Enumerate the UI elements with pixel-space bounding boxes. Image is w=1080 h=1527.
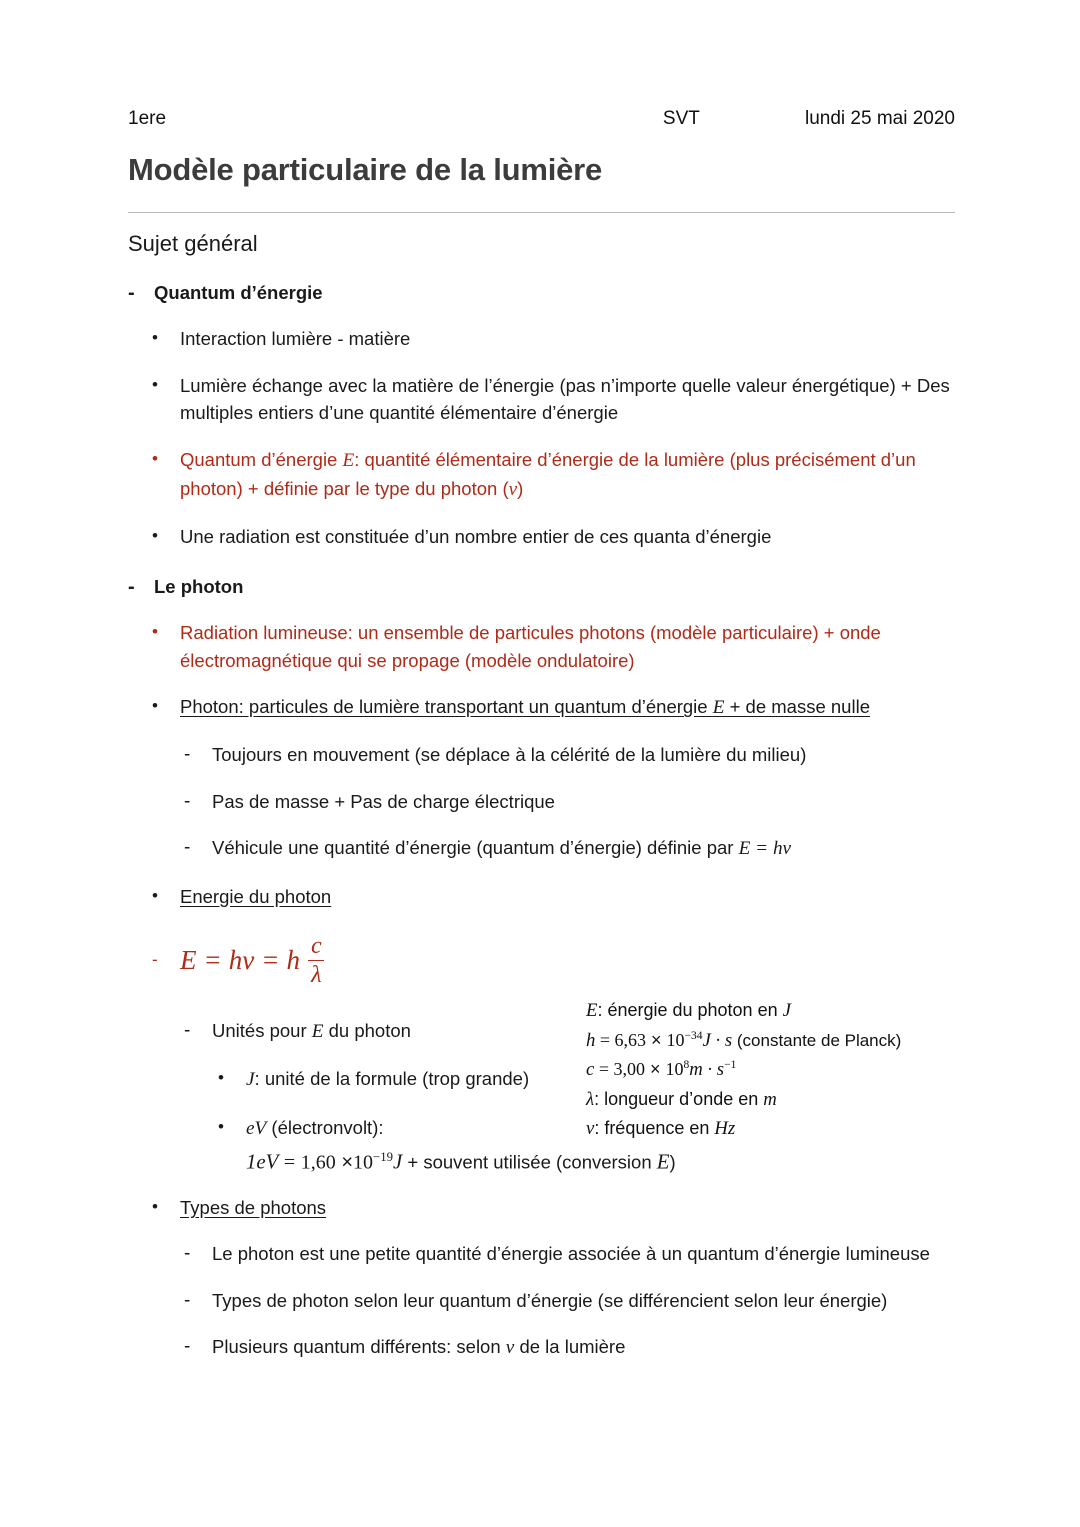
math-symbol-E: E bbox=[342, 449, 355, 471]
legend-c-unit: m · s bbox=[689, 1059, 725, 1081]
legend-h-unit: J · s bbox=[702, 1029, 733, 1051]
list-item-text: Toujours en mouvement (se déplace à la célérité de la lumière du milieu) bbox=[212, 744, 807, 766]
list-item-text: Une radiation est constituée d’un nombre entier de ces quanta d’énergie bbox=[180, 526, 772, 548]
legend-h-value: 6,63 bbox=[614, 1029, 647, 1050]
definition-text-cont: + de masse nulle bbox=[724, 695, 870, 717]
bullet-dot-icon: • bbox=[218, 1068, 224, 1088]
document-date: lundi 25 mai 2020 bbox=[804, 108, 955, 129]
list-item-definition bbox=[152, 693, 955, 722]
bullet-dot-icon: • bbox=[152, 374, 158, 394]
formula-equals: = bbox=[203, 944, 222, 975]
list-item-text: Interaction lumière - matière bbox=[180, 328, 411, 350]
math-symbol-lambda: λ bbox=[586, 1088, 595, 1110]
legend-c-value: 3,00 bbox=[613, 1059, 645, 1080]
conversion-base: 10 bbox=[353, 1151, 373, 1174]
legend-h-times-icon: × bbox=[646, 1029, 667, 1050]
list-item bbox=[184, 1240, 955, 1267]
topic-heading: Quantum d’énergie bbox=[154, 282, 323, 303]
list-item-text: Types de photon selon leur quantum d’énergie (se différencient selon leur énergie) bbox=[212, 1289, 888, 1311]
list-item bbox=[184, 834, 955, 863]
document-meta-row bbox=[128, 108, 955, 130]
math-unit-m: m bbox=[763, 1088, 777, 1110]
list-item bbox=[152, 372, 955, 427]
document-page bbox=[128, 0, 955, 1363]
display-formula-energy bbox=[152, 924, 955, 998]
math-symbol-eV: eV bbox=[246, 1117, 267, 1139]
legend-h-note: (constante de Planck) bbox=[732, 1030, 902, 1050]
legend-row-c bbox=[586, 1055, 1006, 1085]
list-item-highlight bbox=[152, 446, 955, 505]
dash-marker-icon: - bbox=[128, 575, 135, 598]
list-item bbox=[184, 741, 955, 768]
header-divider bbox=[128, 212, 955, 213]
math-symbol-nu: ν bbox=[505, 1337, 515, 1359]
list-item-text: Le photon est une petite quantité d’énergie associée à un quantum d’énergie lumineuse bbox=[212, 1243, 930, 1265]
conversion-value: 1,60 bbox=[300, 1151, 336, 1174]
unit-ev-text: (électronvolt): bbox=[266, 1116, 384, 1138]
dash-marker-icon: - bbox=[184, 837, 191, 859]
inline-formula-E-equals-hv: E = hv bbox=[738, 838, 792, 860]
dash-marker-icon: - bbox=[184, 790, 191, 812]
bullet-dot-icon: • bbox=[152, 328, 158, 348]
legend-row-E bbox=[586, 996, 1006, 1026]
math-symbol-h: h bbox=[586, 1029, 596, 1051]
fraction-numerator: c bbox=[310, 932, 322, 959]
legend-row-nu bbox=[586, 1114, 1006, 1144]
list-item-text-cont: de la lumière bbox=[514, 1336, 626, 1358]
units-heading-text-cont: du photon bbox=[323, 1019, 411, 1041]
legend-c-base: 10 bbox=[665, 1059, 684, 1080]
conversion-times-icon: × bbox=[341, 1151, 353, 1174]
bullet-dot-icon: • bbox=[152, 526, 158, 546]
list-item-text-cont: : quantité élémentaire d’énergie de la lumière (plus précisément d’un photon) + définie par le type du photon ( bbox=[180, 448, 916, 499]
bullet-dot-icon: • bbox=[152, 695, 158, 715]
math-symbol-E: E bbox=[586, 1000, 598, 1021]
list-item-text: Pas de masse + Pas de charge électrique bbox=[212, 790, 555, 812]
dash-marker-icon: - bbox=[184, 1243, 191, 1265]
subsection-heading: Types de photons bbox=[180, 1196, 327, 1218]
list-item bbox=[152, 523, 955, 550]
legend-lambda-text: : longueur d’onde en bbox=[594, 1088, 764, 1109]
definition-text: Photon: particules de lumière transportant un quantum d’énergie bbox=[180, 695, 713, 717]
math-symbol-J: J bbox=[246, 1069, 255, 1091]
formula-lhs: E bbox=[180, 944, 197, 975]
list-item-types-de-photons bbox=[152, 1194, 955, 1221]
formula-equals-2: = bbox=[261, 944, 280, 975]
subsection-heading: Energie du photon bbox=[180, 885, 332, 907]
unit-joule-text: : unité de la formule (trop grande) bbox=[254, 1068, 530, 1090]
legend-c-exponent: 8 bbox=[683, 1059, 690, 1072]
conversion-equals: = bbox=[283, 1151, 296, 1174]
formula-term-h: h bbox=[286, 944, 300, 975]
legend-h-equals: = bbox=[595, 1029, 615, 1050]
page-title: Modèle particulaire de la lumière bbox=[128, 152, 603, 187]
list-item-text: Véhicule une quantité d’énergie (quantum d’énergie) définie par bbox=[212, 837, 739, 859]
conversion-unit: J bbox=[393, 1150, 403, 1174]
math-symbol-nu: ν bbox=[586, 1118, 595, 1140]
topic-le-photon bbox=[128, 573, 955, 600]
legend-h-base: 10 bbox=[666, 1029, 685, 1050]
dash-marker-icon: - bbox=[184, 1336, 191, 1358]
list-item bbox=[184, 1333, 955, 1362]
topic-heading: Le photon bbox=[154, 575, 244, 597]
list-item-text-end: ) bbox=[517, 477, 524, 499]
formula-legend bbox=[586, 996, 1006, 1144]
dash-marker-icon: - bbox=[184, 744, 191, 766]
math-unit-Hz: Hz bbox=[714, 1118, 736, 1140]
legend-row-lambda bbox=[586, 1085, 1006, 1115]
conversion-lhs: 1eV bbox=[246, 1150, 279, 1174]
math-symbol-c: c bbox=[586, 1059, 595, 1081]
list-item-energie-du-photon bbox=[152, 883, 955, 910]
legend-c-unit-exponent: −1 bbox=[724, 1059, 737, 1072]
list-item-text: Lumière échange avec la matière de l’énergie (pas n’importe quelle valeur énergétique) + Des multiples entiers d’une quantité élémentaire d’énergie bbox=[180, 374, 950, 424]
list-item bbox=[184, 1287, 955, 1314]
dash-marker-icon: - bbox=[184, 1289, 191, 1311]
list-item-highlight bbox=[152, 619, 955, 674]
math-symbol-E: E bbox=[311, 1020, 324, 1042]
formula-term-h-nu: hν bbox=[228, 944, 255, 975]
conversion-note-end: ) bbox=[669, 1151, 676, 1173]
bullet-dot-icon: • bbox=[152, 1196, 158, 1216]
units-heading-text: Unités pour bbox=[212, 1019, 312, 1041]
fraction-denominator: λ bbox=[308, 960, 324, 987]
dash-marker-icon: - bbox=[152, 949, 158, 969]
math-symbol-E: E bbox=[712, 696, 725, 718]
class-level: 1ere bbox=[128, 108, 167, 129]
legend-nu-text: : fréquence en bbox=[594, 1118, 715, 1139]
bullet-dot-icon: • bbox=[152, 448, 158, 468]
list-item bbox=[152, 325, 955, 352]
legend-h-exponent: −34 bbox=[684, 1029, 703, 1042]
ev-conversion-formula bbox=[218, 1150, 955, 1175]
formula-fraction-c-over-lambda bbox=[308, 934, 325, 987]
math-unit-J: J bbox=[782, 1000, 791, 1021]
bullet-dot-icon: • bbox=[152, 622, 158, 642]
subject-label: SVT bbox=[662, 108, 700, 129]
dash-marker-icon: - bbox=[184, 1019, 191, 1041]
list-item bbox=[184, 788, 955, 815]
math-symbol-nu: ν bbox=[508, 478, 518, 500]
legend-E-text: : énergie du photon en bbox=[597, 1000, 783, 1020]
legend-c-times-icon: × bbox=[644, 1059, 666, 1080]
list-item-text: Quantum d’énergie bbox=[180, 448, 343, 470]
conversion-exponent: −19 bbox=[373, 1150, 394, 1165]
conversion-note: + souvent utilisée (conversion bbox=[402, 1151, 657, 1173]
section-heading: Sujet général bbox=[128, 231, 258, 256]
legend-row-h bbox=[586, 1026, 1006, 1056]
topic-quantum-denergie bbox=[128, 279, 955, 306]
dash-marker-icon: - bbox=[128, 282, 135, 304]
list-item-text: Radiation lumineuse: un ensemble de particules photons (modèle particulaire) + onde électromagnétique qui se propage (modèle ondulatoire) bbox=[180, 622, 881, 671]
list-item-text: Plusieurs quantum différents: selon bbox=[212, 1336, 506, 1358]
bullet-dot-icon: • bbox=[218, 1116, 224, 1136]
legend-c-equals: = bbox=[594, 1059, 614, 1080]
bullet-dot-icon: • bbox=[152, 885, 158, 905]
math-symbol-E: E bbox=[656, 1150, 670, 1174]
